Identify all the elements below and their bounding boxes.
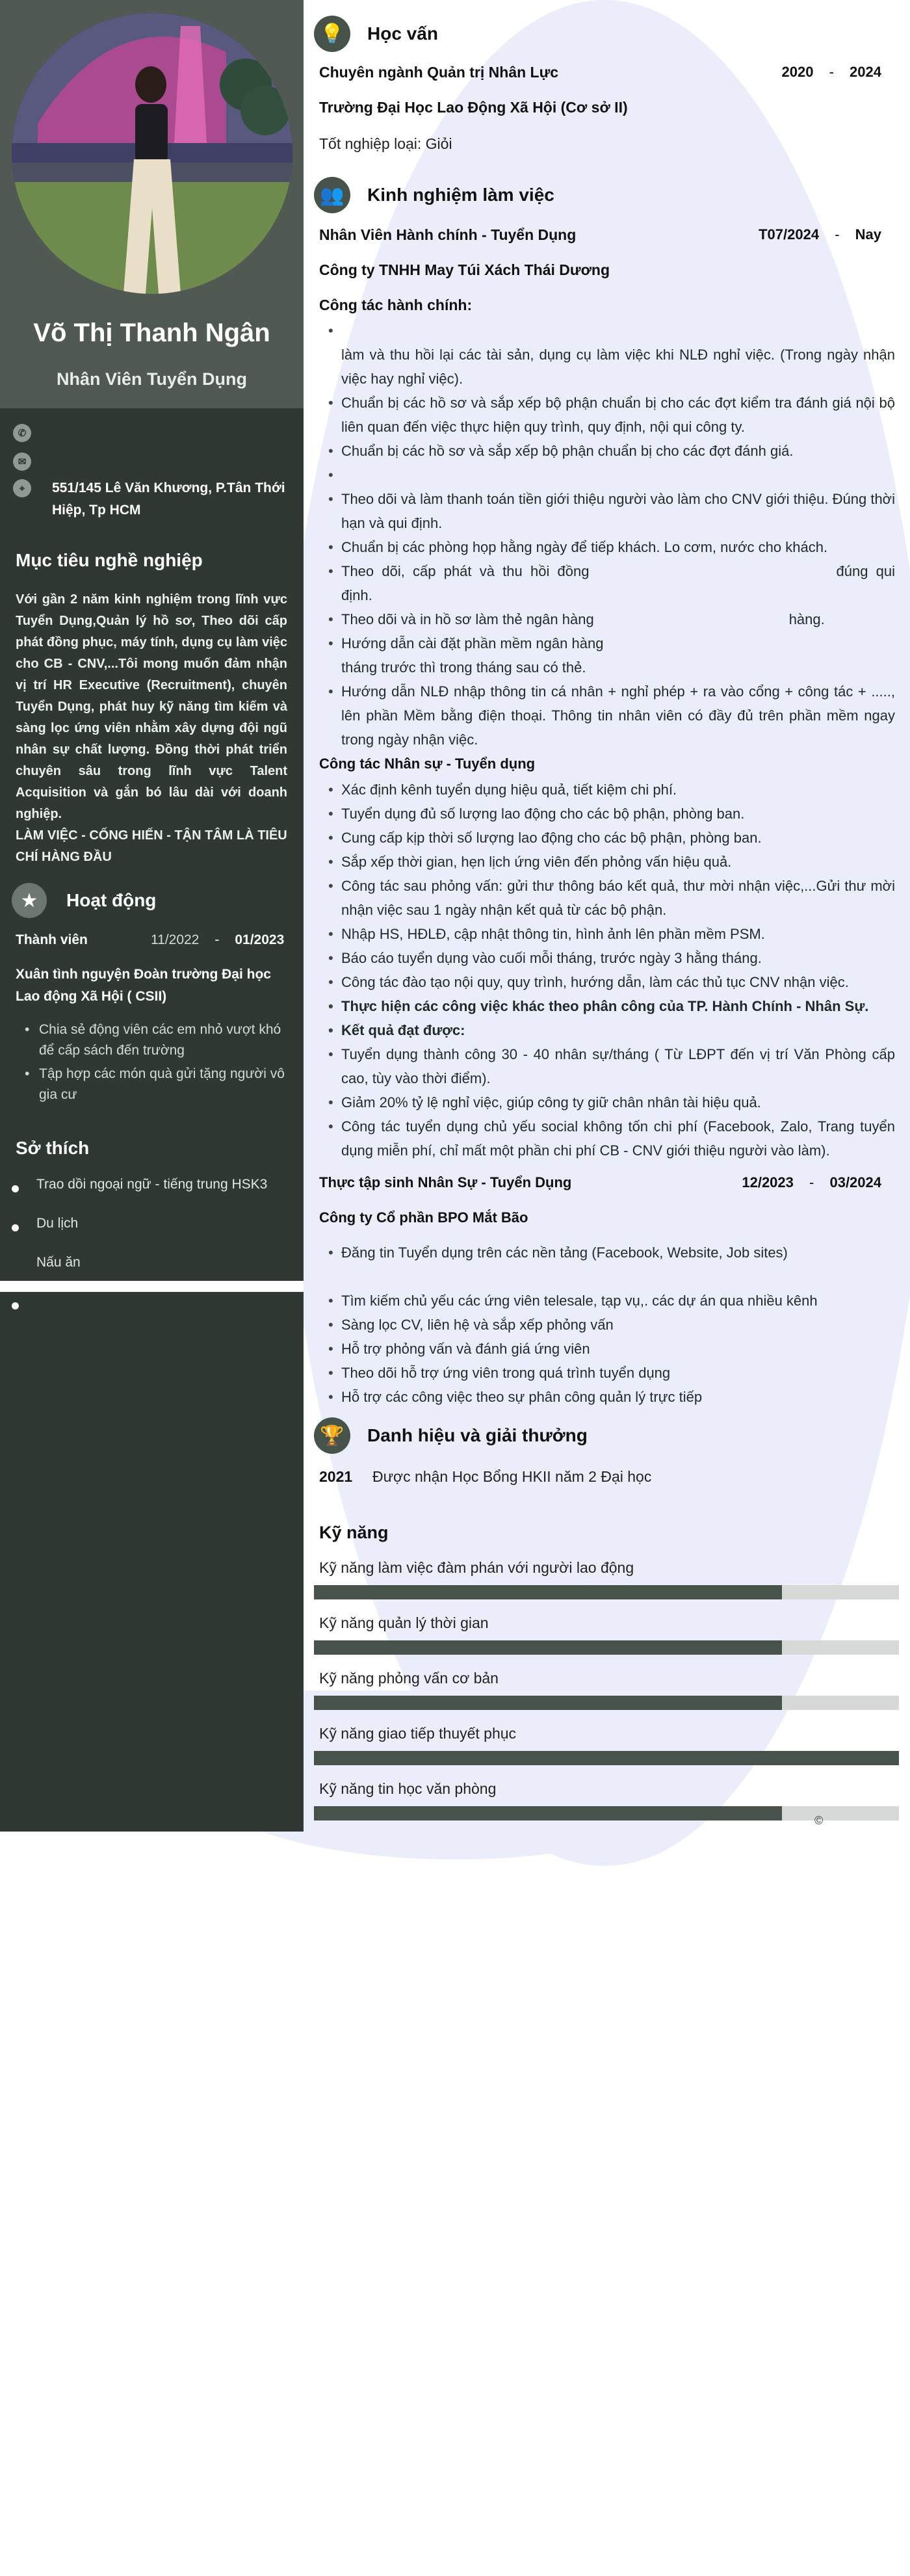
skill-bar-fill xyxy=(314,1696,782,1710)
list-item: • Sắp xếp thời gian, hẹn lịch ứng viên đến phỏng vấn hiệu quả. xyxy=(332,850,895,874)
profile-role: Nhân Viên Tuyển Dụng xyxy=(56,369,248,389)
skill-label: Kỹ năng tin học văn phòng xyxy=(319,1780,497,1797)
list-item: • Công tác sau phỏng vấn: gửi thư thông báo kết quả, thư mời nhận việc,...Gửi thư mời nhận việc sau 1 ngày nhận kết quả từ các bộ phận. xyxy=(332,874,895,922)
job2-list-a xyxy=(332,1241,895,1265)
hobby-item: Du lịch xyxy=(36,1216,79,1231)
skill-label: Kỹ năng phỏng vấn cơ bản xyxy=(319,1670,499,1687)
list-item: • Tìm kiếm chủ yếu các ứng viên telesale, tạp vụ,. các dự án qua nhiều kênh xyxy=(332,1289,895,1313)
activities-header xyxy=(12,883,156,918)
job1-results-title: • Kết quả đạt được: xyxy=(332,1018,895,1042)
job1-from: T07/2024 xyxy=(759,226,820,243)
lightbulb-icon: 💡 xyxy=(314,16,350,52)
activities-title: Hoạt động xyxy=(66,890,157,910)
awards-title: Danh hiệu và giải thưởng xyxy=(367,1425,588,1445)
job2-position: Thực tập sinh Nhân Sự - Tuyển Dụng xyxy=(319,1174,572,1190)
sidebar-continuation xyxy=(0,1292,304,1832)
education-to: 2024 xyxy=(850,64,881,80)
bullet-icon xyxy=(12,1302,19,1309)
list-item: • Chuẩn bị các phòng họp hằng ngày để tiếp khách. Lo cơm, nước cho khách. xyxy=(332,535,895,559)
skill-bar xyxy=(314,1696,899,1710)
education-from: 2020 xyxy=(781,64,814,80)
avatar xyxy=(12,13,292,294)
list-item: • Cung cấp kịp thời số lượng lao động cho các bộ phận, phòng ban. xyxy=(332,826,895,850)
education-date-sep: - xyxy=(829,64,834,80)
avatar-photo xyxy=(12,13,292,294)
skill-bar-fill xyxy=(314,1640,782,1655)
hobby-item: Nấu ăn xyxy=(36,1255,81,1270)
list-item: • Chia sẻ động viên các em nhỏ vượt khó để cấp sách đến trường xyxy=(30,1019,287,1061)
skill-label: Kỹ năng làm việc đàm phán với người lao động xyxy=(319,1559,634,1576)
job1-admin-split1a: Theo dõi, cấp phát và thu hồi đồng xyxy=(341,563,590,579)
skill-bar-fill xyxy=(314,1806,782,1820)
divider xyxy=(0,1281,304,1292)
contact-address-text: 551/145 Lê Văn Khương, P.Tân Thới Hiệp, Tp HCM xyxy=(52,480,285,518)
list-item: • Theo dõi hỗ trợ ứng viên trong quá trình tuyển dụng xyxy=(332,1361,895,1385)
objective-body: Với gần 2 năm kinh nghiệm trong lĩnh vực Tuyển Dụng,Quản lý hồ sơ, Theo dõi cấp phát đồng phục, máy tính, dụng cụ làm việc cho CB - CNV,...Tôi mong muốn đảm nhận vị trí HR Executive (Recruitment), chuyên Tuyển Dụng, phát huy kỹ năng tìm kiếm và sàng lọc ứng viên nhằm xây dựng đội ngũ nhân sự chất lượng. Đồng thời phát triển chuyên sâu trong lĩnh vực Talent Acquisition và gắn bó lâu dài với doanh nghiệp. xyxy=(16,592,287,821)
list-item xyxy=(332,559,895,607)
job1-admin-split1b: đúng qui định. xyxy=(341,563,895,603)
list-item: làm và thu hồi lại các tài sản, dụng cụ làm việc khi NLĐ nghỉ việc. (Trong ngày nhận việc hay nghỉ việc). xyxy=(341,347,895,387)
job1-admin-list xyxy=(332,319,895,752)
list-item xyxy=(332,607,895,631)
job1-admin-split3b: tháng trước thì trong tháng sau có thẻ. xyxy=(341,659,586,676)
job1-position: Nhân Viên Hành chính - Tuyển Dụng xyxy=(319,226,577,243)
job1-admin-split2a: Theo dõi và in hồ sơ làm thẻ ngân hàng xyxy=(341,611,594,627)
star-icon: ★ xyxy=(12,883,47,918)
hobbies-title: Sở thích xyxy=(16,1138,90,1158)
skill-bar xyxy=(314,1751,899,1765)
list-item xyxy=(332,319,895,343)
bullet-icon xyxy=(12,1185,19,1192)
activity-from: 11/2022 xyxy=(151,932,200,947)
list-item: • Sàng lọc CV, liên hệ và sắp xếp phỏng vấn xyxy=(332,1313,895,1337)
skill-label: Kỹ năng quản lý thời gian xyxy=(319,1614,489,1631)
job1-admin-title: Công tác hành chính: xyxy=(319,296,473,313)
objective-motto: LÀM VIỆC - CỐNG HIẾN - TẬN TÂM LÀ TIÊU CHÍ HÀNG ĐẦU xyxy=(16,828,287,864)
list-item: • Hỗ trợ phỏng vấn và đánh giá ứng viên xyxy=(332,1337,895,1361)
job1-dates xyxy=(759,226,881,243)
skill-bar xyxy=(314,1640,899,1655)
list-item: • Báo cáo tuyển dụng vào cuối mỗi tháng, trước ngày 3 hằng tháng. xyxy=(332,946,895,970)
trophy-icon: 🏆 xyxy=(314,1417,350,1454)
list-item: • Công tác đào tạo nội quy, quy trình, hướng dẫn, làm các thủ tục CNV nhận việc. xyxy=(332,970,895,994)
education-school: Trường Đại Học Lao Động Xã Hội (Cơ sở II) xyxy=(319,99,628,116)
list-item xyxy=(332,463,895,487)
sidebar xyxy=(0,0,304,1284)
phone-icon: ✆ xyxy=(13,424,31,442)
awards-header xyxy=(314,1417,588,1454)
list-item xyxy=(332,631,895,679)
location-icon: ⌖ xyxy=(13,479,31,497)
job2-company: Công ty Cổ phần BPO Mắt Bão xyxy=(319,1209,528,1226)
list-item: • Nhập HS, HĐLĐ, cập nhật thông tin, hình ảnh lên phần mềm PSM. xyxy=(332,922,895,946)
award-text: Được nhận Học Bổng HKII năm 2 Đại học xyxy=(372,1468,652,1485)
job1-company: Công ty TNHH May Túi Xách Thái Dương xyxy=(319,261,610,278)
list-item: • Hỗ trợ các công việc theo sự phân công quản lý trực tiếp xyxy=(332,1385,895,1409)
job2-dates xyxy=(742,1174,881,1191)
skills-title: Kỹ năng xyxy=(319,1523,389,1542)
skill-label: Kỹ năng giao tiếp thuyết phục xyxy=(319,1725,517,1742)
profile-header xyxy=(0,0,304,408)
experience-title: Kinh nghiệm làm việc xyxy=(367,185,554,205)
list-item: • Công tác tuyển dụng chủ yếu social không tốn chi phí (Facebook, Zalo, Trang tuyển dụng miễn phí, chỉ mất một phần chi phí CB - CNV giới thiệu người vào làm). xyxy=(332,1114,895,1163)
contact-phone xyxy=(13,424,299,442)
email-icon: ✉ xyxy=(13,453,31,471)
contact-address xyxy=(13,479,299,521)
objective-title: Mục tiêu nghề nghiệp xyxy=(16,550,203,570)
skill-bar-fill xyxy=(314,1751,899,1765)
activity-date-sep: - xyxy=(214,932,220,947)
list-item: • Tập hợp các món quà gửi tặng người vô gia cư xyxy=(30,1064,287,1105)
people-icon: 👥 xyxy=(314,177,350,213)
main-content xyxy=(304,0,910,2576)
list-item: • Đăng tin Tuyển dụng trên các nền tảng (Facebook, Website, Job sites) xyxy=(332,1241,895,1265)
list-item: • Theo dõi và làm thanh toán tiền giới thiệu người vào làm cho CNV giới thiệu. Đúng thời hạn và qui định. xyxy=(332,487,895,535)
activity-org: Xuân tình nguyện Đoàn trường Đại học Lao động Xã Hội ( CSII) xyxy=(16,967,271,1004)
skill-bar xyxy=(314,1806,899,1820)
hobby-item: Trao dồi ngoại ngữ - tiếng trung HSK3 xyxy=(36,1177,268,1192)
education-major: Chuyên ngành Quản trị Nhân Lực xyxy=(319,64,559,81)
job2-to: 03/2024 xyxy=(829,1174,881,1190)
contact-email xyxy=(13,453,299,471)
skill-bar-fill xyxy=(314,1585,782,1599)
job1-admin-split2b: hàng. xyxy=(788,611,825,627)
profile-name: Võ Thị Thanh Ngân xyxy=(33,319,270,347)
education-dates xyxy=(782,64,881,81)
list-item: • Giảm 20% tỷ lệ nghỉ việc, giúp công ty giữ chân nhân tài hiệu quả. xyxy=(332,1090,895,1114)
list-item: • Chuẩn bị các hồ sơ và sắp xếp bộ phận chuẩn bị cho các đợt đánh giá. xyxy=(332,439,895,463)
list-item: • Thực hiện các công việc khác theo phân công của TP. Hành Chính - Nhân Sự. xyxy=(332,994,895,1018)
education-grade: Tốt nghiệp loại: Giỏi xyxy=(319,135,452,152)
activity-to: 01/2023 xyxy=(235,932,285,947)
list-item: • Chuẩn bị các hồ sơ và sắp xếp bộ phận chuẩn bị cho các đợt kiểm tra đánh giá nội bộ liên quan đến việc thực hiện quy trình, quy định, nội qui công ty. xyxy=(332,391,895,439)
education-header xyxy=(314,16,438,52)
skill-bar xyxy=(314,1585,899,1599)
activity-list xyxy=(30,1019,287,1108)
job2-from: 12/2023 xyxy=(742,1174,794,1190)
objective-section xyxy=(16,589,287,868)
education-title: Học vấn xyxy=(367,23,438,44)
list-item: • Tuyển dụng đủ số lượng lao động cho các bộ phận, phòng ban. xyxy=(332,802,895,826)
award-year: 2021 xyxy=(319,1468,353,1485)
bullet-icon xyxy=(12,1224,19,1231)
copyright: © xyxy=(814,1814,824,1827)
job1-date-sep: - xyxy=(835,226,840,243)
list-item: • Tuyển dụng thành công 30 - 40 nhân sự/tháng ( Từ LĐPT đến vị trí Văn Phòng cấp cao, tùy vào thời điểm). xyxy=(332,1042,895,1090)
job1-hr-title: Công tác Nhân sự - Tuyển dụng xyxy=(319,756,536,772)
job2-date-sep: - xyxy=(809,1174,814,1190)
list-item: • Hướng dẫn NLĐ nhập thông tin cá nhân + nghỉ phép + ra vào cổng + công tác + ....., lên phần Mềm bằng điện thoại. Thông tin nhân viên có đầy đủ trên phần mềm ngay trong ngày nhận việc. xyxy=(332,679,895,752)
activity-meta xyxy=(16,932,289,948)
job2-list-b xyxy=(332,1289,895,1409)
activity-role: Thành viên xyxy=(16,932,88,947)
job1-hr-list xyxy=(332,778,895,1163)
list-item: • Xác định kênh tuyển dụng hiệu quả, tiết kiệm chi phí. xyxy=(332,778,895,802)
job1-admin-split3a: Hướng dẫn cài đặt phần mềm ngân hàng xyxy=(341,635,604,651)
job1-to: Nay xyxy=(855,226,881,243)
experience-header xyxy=(314,177,554,213)
